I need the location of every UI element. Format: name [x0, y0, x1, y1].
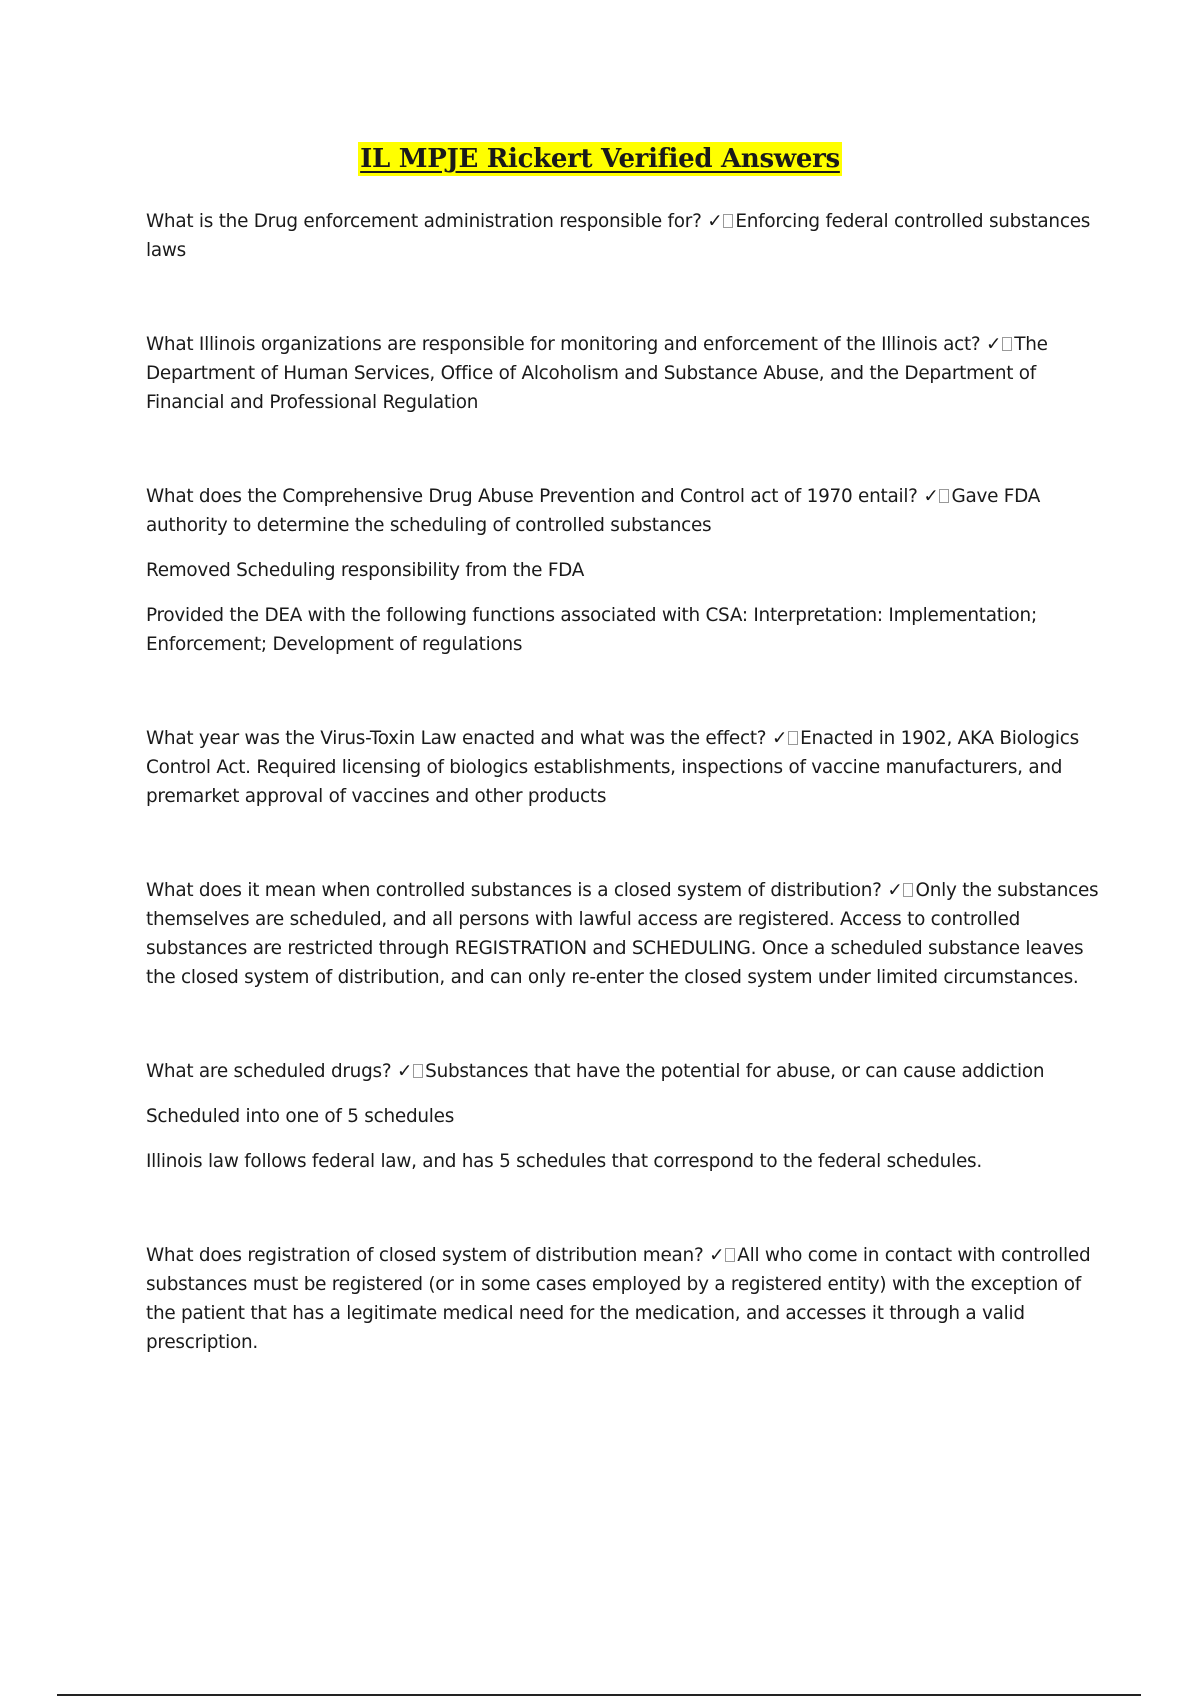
check-mark-icon: ✓	[887, 880, 903, 901]
qa-paragraph	[146, 724, 1106, 811]
page-title: IL MPJE Rickert Verified Answers	[360, 144, 840, 174]
qa-item	[146, 1241, 1106, 1357]
empty-box-icon	[788, 731, 798, 745]
question-text: What Illinois organizations are responsible for monitoring and enforcement of the Illinois act?	[146, 334, 981, 355]
check-mark-icon: ✓	[771, 728, 788, 749]
answer-text: Enacted in 1902, AKA Biologics Control Act. Required licensing of biologics establishments, inspections of vaccine manufacturers, and premarket approval of vaccines and other products	[146, 728, 1079, 807]
check-mark-icon: ✓	[986, 334, 1002, 355]
check-mark-icon: ✓	[396, 1061, 413, 1082]
qa-item	[146, 876, 1106, 992]
qa-list	[146, 207, 1106, 1357]
question-text: What does registration of closed system of distribution mean?	[146, 1245, 704, 1266]
answer-extra-line: Scheduled into one of 5 schedules	[146, 1106, 455, 1127]
question-text: What does it mean when controlled substances is a closed system of distribution?	[146, 880, 882, 901]
answer-extra-line: Illinois law follows federal law, and has 5 schedules that correspond to the federal schedules.	[146, 1151, 982, 1172]
question-text: What does the Comprehensive Drug Abuse Prevention and Control act of 1970 entail?	[146, 486, 918, 507]
question-text: What are scheduled drugs?	[146, 1061, 392, 1082]
answer-extra-line: Provided the DEA with the following functions associated with CSA: Interpretation: Implementation; Enforcement; Development of regulations	[146, 605, 1037, 655]
empty-box-icon	[1002, 337, 1012, 351]
empty-box-icon	[903, 883, 913, 897]
answer-text: Substances that have the potential for abuse, or can cause addiction	[425, 1061, 1045, 1082]
answer-text: The Department of Human Services, Office of Alcoholism and Substance Abuse, and the Department of Financial and Professional Regulation	[146, 334, 1048, 413]
answer-text: Only the substances themselves are scheduled, and all persons with lawful access are registered. Access to controlled substances are restricted through REGISTRATION and SCHEDULING. Once a scheduled substance leaves the closed system of distribution, and can only re-enter the closed system under limited circumstances.	[146, 880, 1099, 988]
qa-item	[146, 207, 1106, 265]
qa-item	[146, 330, 1106, 417]
qa-paragraph	[146, 1241, 1106, 1357]
empty-box-icon	[723, 214, 733, 228]
qa-paragraph	[146, 482, 1106, 540]
answer-text: Gave FDA authority to determine the scheduling of controlled substances	[146, 486, 1041, 536]
qa-paragraph	[146, 1057, 1106, 1086]
answer-extra-line: Removed Scheduling responsibility from the FDA	[146, 560, 585, 581]
answer-text: Enforcing federal controlled substances laws	[146, 211, 1091, 261]
check-mark-icon: ✓	[707, 211, 723, 232]
empty-box-icon	[413, 1064, 423, 1078]
qa-item	[146, 482, 1106, 659]
check-mark-icon: ✓	[709, 1245, 725, 1266]
qa-paragraph	[146, 876, 1106, 992]
qa-item	[146, 724, 1106, 811]
title-container	[0, 142, 1200, 176]
question-text: What is the Drug enforcement administration responsible for?	[146, 211, 702, 232]
check-mark-icon: ✓	[923, 486, 939, 507]
qa-paragraph	[146, 207, 1106, 265]
qa-item	[146, 1057, 1106, 1176]
qa-paragraph	[146, 330, 1106, 417]
empty-box-icon	[939, 489, 949, 503]
answer-text: All who come in contact with controlled substances must be registered (or in some cases employed by a registered entity) with the exception of the patient that has a legitimate medical need for the medication, and accesses it through a valid prescription.	[146, 1245, 1091, 1353]
empty-box-icon	[725, 1248, 735, 1262]
question-text: What year was the Virus-Toxin Law enacted and what was the effect?	[146, 728, 767, 749]
footer-divider	[57, 1694, 1141, 1696]
